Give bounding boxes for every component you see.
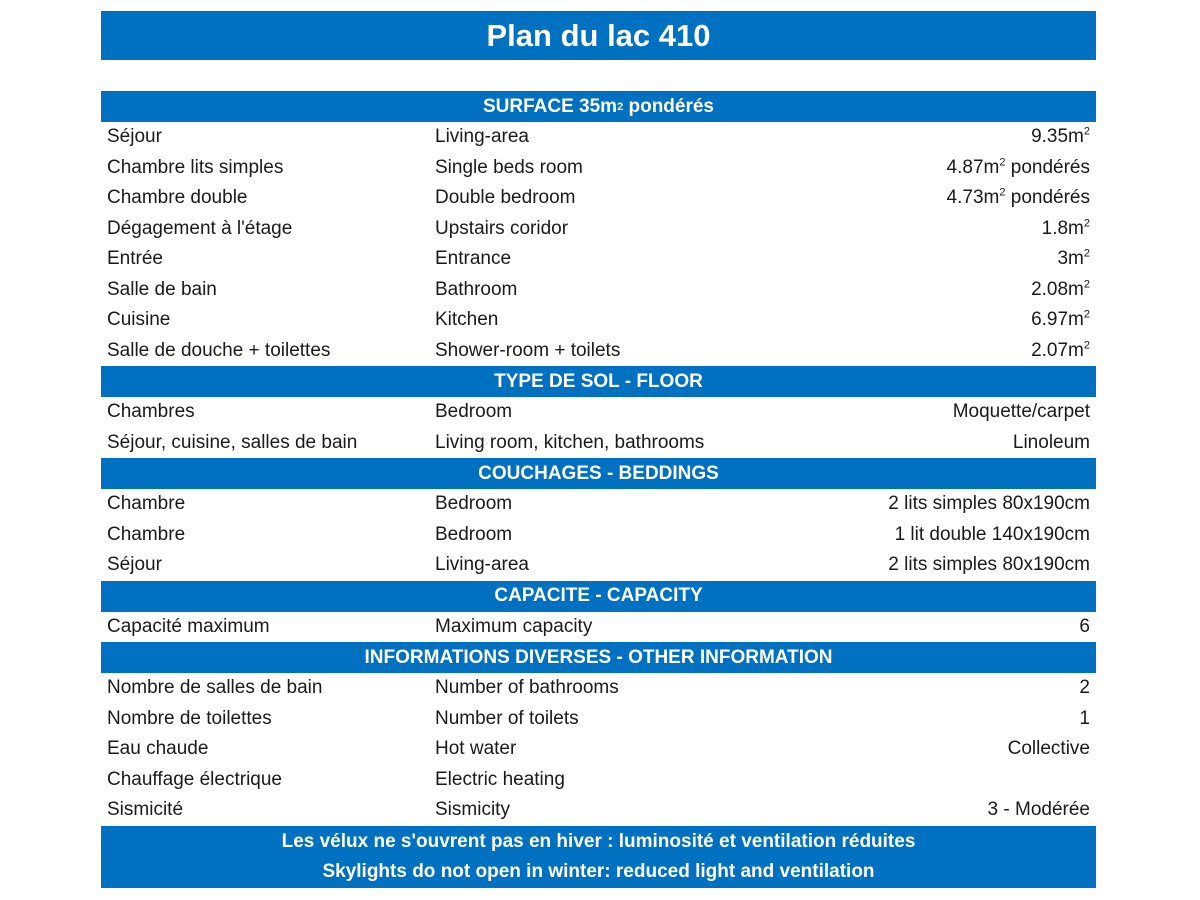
table-row	[101, 765, 1096, 796]
area-unit-sup: 2	[1083, 247, 1090, 260]
property-details-table	[101, 91, 1096, 888]
row-label-en: Bedroom	[435, 401, 513, 423]
area-value: 3m	[1057, 248, 1084, 270]
row-label-en: Single beds room	[435, 156, 583, 178]
area-value: 1.8m	[1041, 217, 1084, 239]
table-row	[101, 795, 1096, 826]
surface-header-prefix: SURFACE 35m	[482, 95, 618, 117]
row-value	[829, 218, 1096, 240]
row-label-en: Number of bathrooms	[435, 677, 619, 699]
area-unit-sup: 2	[1083, 278, 1090, 291]
row-label-en: Sismicity	[435, 799, 510, 821]
row-label-fr: Séjour	[107, 126, 162, 148]
row-value	[829, 340, 1096, 362]
row-label-fr: Séjour, cuisine, salles de bain	[107, 431, 358, 453]
area-suffix: pondérés	[1005, 156, 1090, 178]
row-value: Moquette/carpet	[952, 401, 1090, 423]
row-label-en: Living-area	[435, 126, 529, 148]
row-label-en: Double bedroom	[435, 187, 576, 209]
row-label-fr: Entrée	[107, 248, 163, 270]
table-row	[101, 520, 1096, 551]
row-label-fr: Chambre	[107, 523, 186, 545]
area-unit-sup: 2	[999, 156, 1006, 169]
row-value	[829, 126, 1096, 148]
table-row	[101, 734, 1096, 765]
area-value: 9.35m	[1031, 126, 1084, 148]
table-row	[101, 183, 1096, 214]
row-label-en: Living-area	[435, 554, 529, 576]
table-row	[101, 336, 1096, 367]
row-value: 1	[1079, 707, 1090, 729]
surface-header-suffix: pondérés	[623, 95, 715, 117]
area-unit-sup: 2	[1083, 308, 1090, 321]
row-value: 2	[1079, 677, 1090, 699]
row-label-en: Number of toilets	[435, 707, 579, 729]
skylight-notice	[101, 826, 1096, 888]
area-value: 2.08m	[1031, 278, 1084, 300]
row-value	[829, 187, 1096, 209]
row-label-fr: Cuisine	[107, 309, 171, 331]
area-unit-sup: 2	[1083, 217, 1090, 230]
table-row	[101, 244, 1096, 275]
row-value: 3 - Modérée	[987, 799, 1090, 821]
row-label-fr: Chambres	[107, 401, 195, 423]
table-row	[101, 305, 1096, 336]
section-header-floor: TYPE DE SOL - FLOOR	[101, 366, 1096, 397]
table-row	[101, 153, 1096, 184]
area-value: 6.97m	[1031, 309, 1084, 331]
section-header-capacity: CAPACITE - CAPACITY	[101, 581, 1096, 612]
table-row	[101, 397, 1096, 428]
table-row	[101, 428, 1096, 459]
row-value: Collective	[1007, 738, 1090, 760]
area-value: 4.73m	[946, 187, 1000, 209]
row-label-fr: Capacité maximum	[107, 615, 270, 637]
row-label-en: Kitchen	[435, 309, 499, 331]
row-value: 6	[1079, 615, 1090, 637]
section-header-surface: SURFACE 35m 2 pondérés	[101, 91, 1096, 122]
row-value: 1 lit double 140x190cm	[894, 523, 1090, 545]
row-label-fr: Chambre double	[107, 187, 248, 209]
row-value	[829, 248, 1096, 270]
row-label-en: Hot water	[435, 738, 517, 760]
table-row	[101, 550, 1096, 581]
row-label-en: Upstairs coridor	[435, 217, 569, 239]
row-label-fr: Chauffage électrique	[107, 768, 282, 790]
row-label-fr: Nombre de salles de bain	[107, 677, 323, 699]
table-row	[101, 275, 1096, 306]
row-label-en: Entrance	[435, 248, 512, 270]
page-title: Plan du lac 410	[101, 11, 1096, 60]
row-label-fr: Chambre	[107, 493, 186, 515]
row-label-fr: Nombre de toilettes	[107, 707, 272, 729]
row-label-fr: Eau chaude	[107, 738, 209, 760]
row-value	[829, 309, 1096, 331]
row-label-en: Living room, kitchen, bathrooms	[435, 431, 705, 453]
table-row	[101, 122, 1096, 153]
row-label-en: Shower-room + toilets	[435, 339, 621, 361]
row-label-en: Maximum capacity	[435, 615, 593, 637]
row-label-en: Bedroom	[435, 493, 513, 515]
row-label-fr: Salle de douche + toilettes	[107, 339, 331, 361]
table-row	[101, 612, 1096, 643]
row-label-en: Bedroom	[435, 523, 513, 545]
table-row	[101, 673, 1096, 704]
area-value: 2.07m	[1031, 339, 1084, 361]
area-value: 4.87m	[946, 156, 1000, 178]
area-unit-sup: 2	[1083, 339, 1090, 352]
row-label-fr: Salle de bain	[107, 278, 217, 300]
row-value: Linoleum	[1012, 431, 1090, 453]
skylight-notice-fr: Les vélux ne s'ouvrent pas en hiver : luminosité et ventilation réduites	[281, 830, 916, 852]
section-header-info: INFORMATIONS DIVERSES - OTHER INFORMATION	[101, 642, 1096, 673]
row-value: 2 lits simples 80x190cm	[888, 493, 1090, 515]
table-row	[101, 704, 1096, 735]
row-label-fr: Séjour	[107, 554, 162, 576]
row-label-en: Electric heating	[435, 768, 565, 790]
area-unit-sup: 2	[999, 186, 1006, 199]
row-label-fr: Chambre lits simples	[107, 156, 284, 178]
row-label-en: Bathroom	[435, 278, 518, 300]
row-value	[829, 157, 1096, 179]
row-value: 2 lits simples 80x190cm	[888, 554, 1090, 576]
skylight-notice-en: Skylights do not open in winter: reduced light and ventilation	[322, 860, 875, 882]
table-row	[101, 489, 1096, 520]
table-row	[101, 214, 1096, 245]
row-label-fr: Sismicité	[107, 799, 184, 821]
area-unit-sup: 2	[1083, 125, 1090, 138]
section-header-beddings: COUCHAGES - BEDDINGS	[101, 458, 1096, 489]
row-label-fr: Dégagement à l'étage	[107, 217, 293, 239]
row-value	[829, 279, 1096, 301]
area-suffix: pondérés	[1005, 187, 1090, 209]
